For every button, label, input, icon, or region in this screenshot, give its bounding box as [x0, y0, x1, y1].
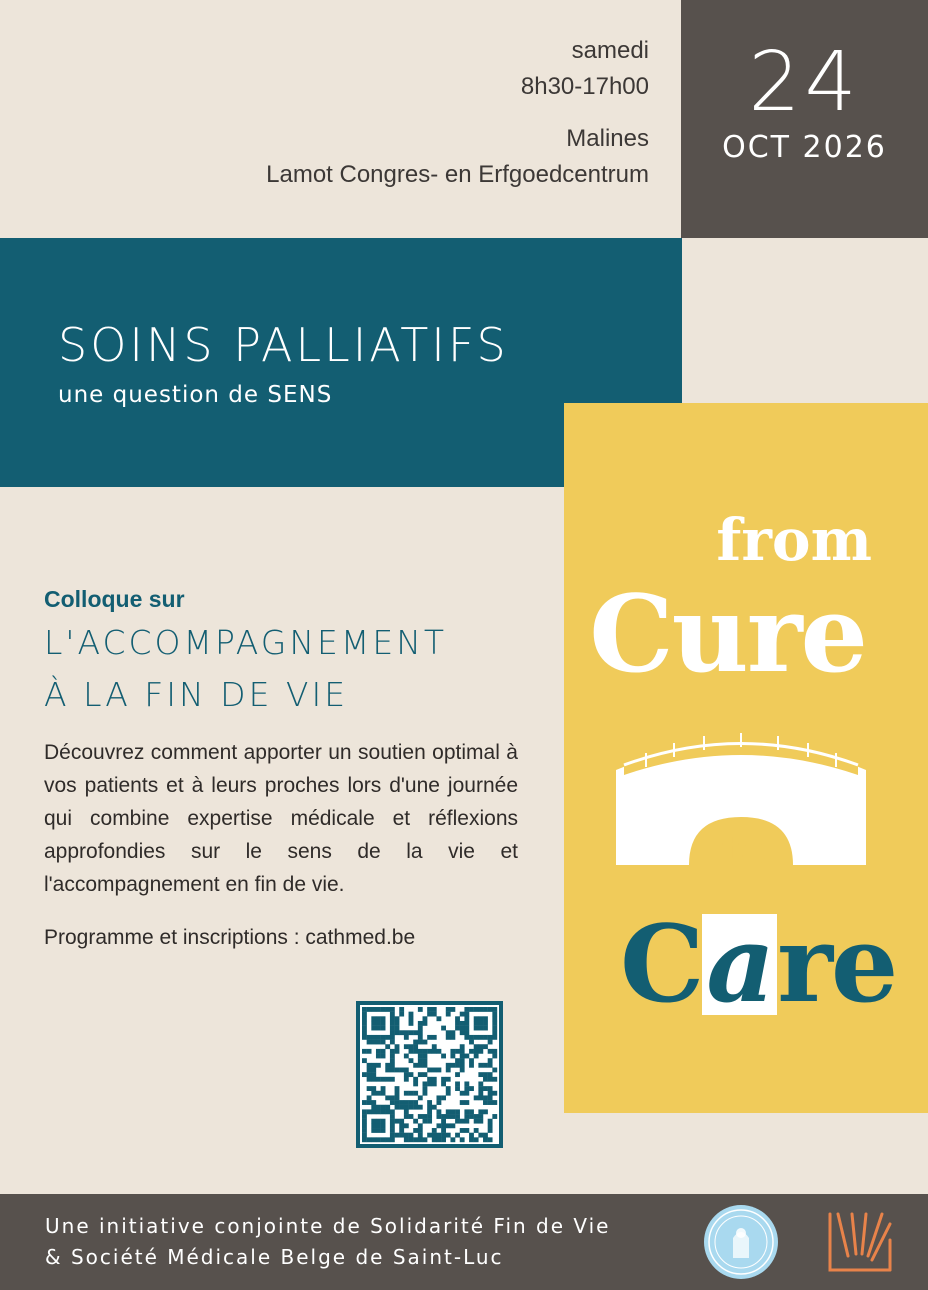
footer-line1: Une initiative conjointe de Solidarité Fin de Vie	[45, 1214, 611, 1238]
colloque-label: Colloque sur	[44, 586, 185, 612]
tagline-care-c: C	[620, 901, 703, 1026]
colloque-topic-line2: À LA FIN DE VIE	[44, 675, 349, 714]
sunburst-logo	[826, 1210, 894, 1276]
event-weekday: samedi	[571, 37, 649, 64]
footer	[0, 1194, 928, 1290]
program-registration-text[interactable]: Programme et inscriptions : cathmed.be	[44, 926, 416, 949]
date-block	[681, 0, 928, 238]
colloque-topic-line1: L'ACCOMPAGNEMENT	[44, 623, 448, 662]
qr-code-icon[interactable]	[356, 1001, 503, 1148]
tagline-care	[620, 901, 897, 1026]
tagline-care-re: re	[777, 901, 897, 1026]
tagline-from: from	[716, 506, 872, 574]
footer-line2: & Société Médicale Belge de Saint-Luc	[45, 1245, 504, 1269]
event-city: Malines	[566, 125, 649, 152]
event-time: 8h30-17h00	[520, 73, 649, 100]
colloque-description: Découvrez comment apporter un soutien optimal à vos patients et à leurs proches lors d'une journée qui combine expertise médicale et réflexions approfondies sur le sens de la vie et l'accompagnement en fin de vie.	[44, 741, 518, 896]
date-month-year: OCT 2026	[722, 130, 887, 165]
qr-code-pattern	[356, 1001, 503, 1148]
date-day: 24	[748, 35, 861, 130]
society-seal-logo	[703, 1204, 779, 1280]
main-subtitle: une question de SENS	[58, 382, 333, 408]
tagline-cure: Cure	[589, 571, 866, 696]
tagline-care-a: a	[702, 914, 777, 1015]
event-venue: Lamot Congres- en Erfgoedcentrum	[266, 161, 649, 188]
tagline-block	[564, 403, 928, 1113]
main-title: SOINS PALLIATIFS	[58, 318, 509, 372]
tagline-to: to	[722, 827, 768, 874]
